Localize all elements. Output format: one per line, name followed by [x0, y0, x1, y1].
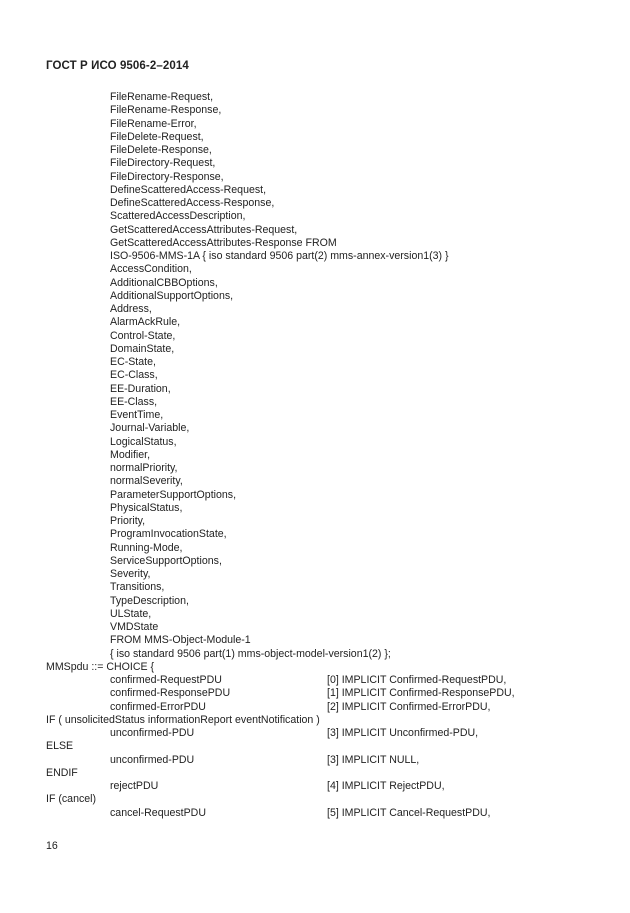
import-item: FileRename-Request,	[110, 91, 214, 103]
import-item: ProgramInvocationState,	[110, 528, 227, 541]
import-line	[0, 210, 630, 223]
import-item: FileDelete-Response,	[110, 144, 212, 156]
entry-name: confirmed-RequestPDU	[110, 674, 222, 686]
import-line	[0, 171, 630, 184]
import-line	[0, 436, 630, 449]
import-item: FileRename-Response,	[110, 104, 222, 117]
import-line	[0, 316, 630, 329]
entry-tag: [4] IMPLICIT RejectPDU,	[327, 780, 445, 792]
entry-name: cancel-RequestPDU	[110, 806, 206, 819]
import-item: TypeDescription,	[110, 594, 189, 607]
import-line	[0, 250, 630, 263]
import-item: EC-State,	[110, 356, 156, 368]
import-line	[0, 356, 630, 369]
choice-entry	[0, 780, 630, 793]
import-item: VMDState	[110, 621, 159, 633]
import-line	[0, 343, 630, 356]
import-item: Priority,	[110, 515, 146, 527]
import-item: FileDelete-Request,	[110, 130, 204, 143]
import-item: ParameterSupportOptions,	[110, 488, 237, 501]
import-line	[0, 184, 630, 197]
import-item: EventTime,	[110, 409, 164, 421]
endif-keyword: ENDIF	[46, 766, 78, 779]
import-line	[0, 263, 630, 276]
choice-entry	[0, 687, 630, 700]
import-item: Severity,	[110, 568, 151, 580]
import-item: AdditionalCBBOptions,	[110, 276, 218, 289]
import-item: GetScatteredAccessAttributes-Request,	[110, 223, 298, 236]
import-line	[0, 568, 630, 581]
import-item: FileRename-Error,	[110, 117, 197, 130]
import-item: FileDirectory-Request,	[110, 157, 216, 170]
choice-entry	[0, 754, 630, 767]
if-unsolicited: IF ( unsolicitedStatus informationReport eventNotification )	[46, 713, 320, 726]
import-item: ServiceSupportOptions,	[110, 554, 222, 567]
import-item: AccessCondition,	[110, 263, 192, 276]
import-item: EC-Class,	[110, 369, 158, 382]
entry-name: unconfirmed-PDU	[110, 753, 195, 766]
import-line	[0, 157, 630, 170]
import-item: DomainState,	[110, 342, 175, 355]
import-line	[0, 528, 630, 541]
entry-tag: [3] IMPLICIT NULL,	[327, 753, 420, 766]
import-line	[0, 462, 630, 475]
import-line	[0, 104, 630, 117]
choice-header: MMSpdu ::= CHOICE {	[46, 660, 155, 673]
entry-tag: [1] IMPLICIT Confirmed-ResponsePDU,	[327, 687, 515, 700]
import-item: normalSeverity,	[110, 475, 183, 488]
import-item: GetScatteredAccessAttributes-Response FROM	[110, 236, 337, 249]
import-line	[0, 330, 630, 343]
entry-name: confirmed-ResponsePDU	[110, 687, 231, 700]
import-item: AdditionalSupportOptions,	[110, 289, 234, 302]
import-item: EE-Class,	[110, 395, 158, 408]
entry-tag: [3] IMPLICIT Unconfirmed-PDU,	[327, 727, 479, 739]
conditional-line	[0, 767, 630, 780]
choice-entry	[0, 727, 630, 740]
import-item: ULState,	[110, 607, 152, 620]
import-item: Control-State,	[110, 329, 176, 342]
import-line	[0, 303, 630, 316]
import-line	[0, 634, 630, 647]
import-line	[0, 144, 630, 157]
module-reference: ISO-9506-MMS-1A { iso standard 9506 part(2) mms-annex-version1(3) }	[110, 250, 449, 262]
import-item: Journal-Variable,	[110, 422, 190, 435]
else-keyword: ELSE	[46, 740, 74, 753]
import-item: Modifier,	[110, 448, 151, 461]
module-oid: { iso standard 9506 part(1) mms-object-model-version1(2) };	[110, 647, 391, 660]
asn1-listing	[0, 91, 630, 820]
import-line	[0, 422, 630, 435]
import-line	[0, 595, 630, 608]
document-header: ГОСТ Р ИСО 9506-2–2014	[46, 60, 189, 72]
import-line	[0, 237, 630, 250]
choice-entry	[0, 674, 630, 687]
import-item: Address,	[110, 303, 152, 315]
import-line	[0, 648, 630, 661]
entry-tag: [0] IMPLICIT Confirmed-RequestPDU,	[327, 674, 507, 686]
import-item: Transitions,	[110, 581, 165, 594]
import-line	[0, 502, 630, 515]
import-line	[0, 383, 630, 396]
import-line	[0, 475, 630, 488]
import-line	[0, 555, 630, 568]
import-line	[0, 396, 630, 409]
import-item: ScatteredAccessDescription,	[110, 210, 246, 223]
import-item: AlarmAckRule,	[110, 316, 181, 329]
import-item: DefineScatteredAccess-Response,	[110, 197, 275, 209]
entry-name: unconfirmed-PDU	[110, 727, 195, 739]
import-line	[0, 91, 630, 104]
import-line	[0, 515, 630, 528]
entry-tag: [5] IMPLICIT Cancel-RequestPDU,	[327, 806, 491, 819]
conditional-line	[0, 740, 630, 753]
choice-entry	[0, 701, 630, 714]
choice-header-line	[0, 661, 630, 674]
import-item: PhysicalStatus,	[110, 501, 183, 514]
entry-tag: [2] IMPLICIT Confirmed-ErrorPDU,	[327, 700, 491, 713]
entry-name: confirmed-ErrorPDU	[110, 700, 206, 713]
entry-name: rejectPDU	[110, 780, 159, 792]
import-line	[0, 581, 630, 594]
choice-entry	[0, 807, 630, 820]
conditional-line	[0, 793, 630, 806]
import-line	[0, 542, 630, 555]
import-line	[0, 621, 630, 634]
import-line	[0, 369, 630, 382]
import-item: Running-Mode,	[110, 541, 183, 554]
import-item: EE-Duration,	[110, 382, 171, 395]
import-item: LogicalStatus,	[110, 435, 177, 448]
import-line	[0, 197, 630, 210]
module-reference: FROM MMS-Object-Module-1	[110, 634, 251, 647]
import-item: DefineScatteredAccess-Request,	[110, 183, 267, 196]
import-line	[0, 449, 630, 462]
import-item: FileDirectory-Response,	[110, 170, 224, 183]
page-number: 16	[46, 840, 58, 852]
import-line	[0, 131, 630, 144]
if-cancel: IF (cancel)	[46, 793, 97, 806]
import-line	[0, 409, 630, 422]
import-item: normalPriority,	[110, 462, 178, 474]
import-line	[0, 489, 630, 502]
import-line	[0, 290, 630, 303]
import-line	[0, 608, 630, 621]
import-line	[0, 224, 630, 237]
import-line	[0, 277, 630, 290]
conditional-line	[0, 714, 630, 727]
import-line	[0, 118, 630, 131]
